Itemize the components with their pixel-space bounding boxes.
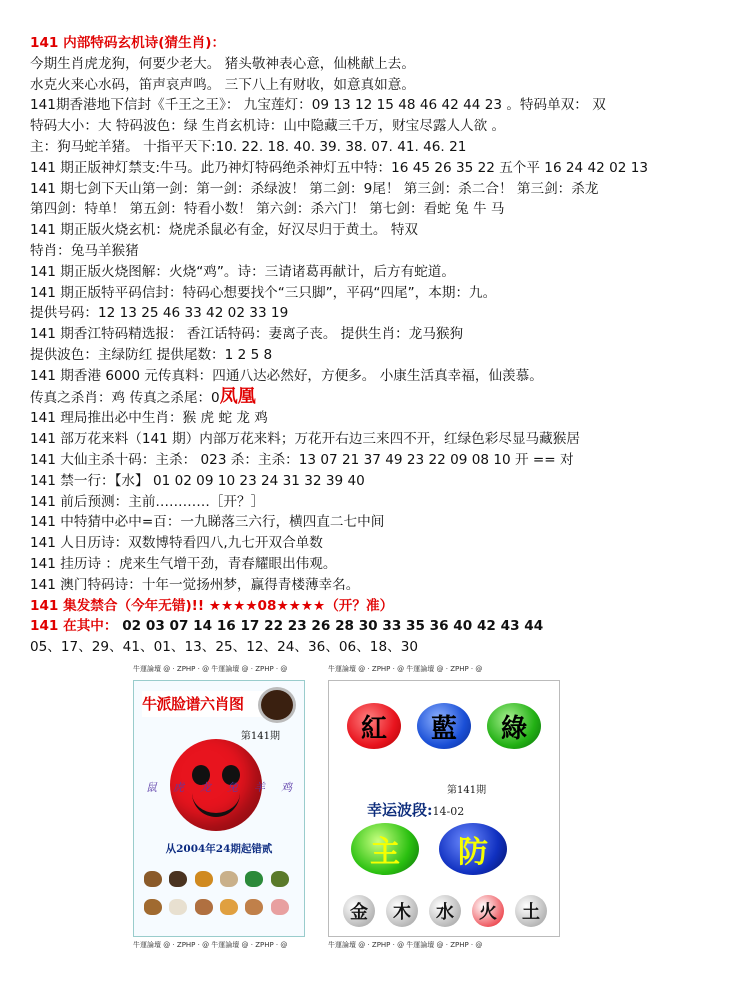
text-line xyxy=(30,512,730,533)
text-line-content: 141 理局推出必中生肖：猴 虎 蛇 龙 鸡 xyxy=(30,410,268,427)
lucky-band-value: 14-02 xyxy=(432,805,465,818)
goat-icon xyxy=(169,899,187,915)
guard-ball-icon xyxy=(439,823,507,875)
phoenix-stamp: 凤凰 xyxy=(219,385,256,407)
text-line-content: 141 部万花来料（141 期）内部万花来料；万花开右边三来四不开，红绿色彩尽显马藏猴居 xyxy=(30,431,580,448)
text-line-content: 141 中特猜中必中=百：一九睇落三六行，横四直二七中间 xyxy=(30,514,385,531)
rooster-icon xyxy=(220,899,238,915)
lucky-band xyxy=(367,799,464,820)
text-line-content: 特肖：兔马羊猴猪 xyxy=(30,242,139,259)
pig-icon xyxy=(271,899,289,915)
element-metal: 金 xyxy=(350,902,368,923)
horse-icon xyxy=(144,899,162,915)
rabbit-icon xyxy=(220,871,238,887)
guard-label: 防 xyxy=(458,835,488,870)
face-chart-issue: 第141期 xyxy=(240,731,280,742)
watermark-bottom: 牛運論壇 @ · ZPHP · @ 牛運論壇 @ · ZPHP · @ xyxy=(133,941,288,949)
text-line xyxy=(30,324,730,345)
ox-icon xyxy=(169,871,187,887)
text-line-content: 141 禁一行：【水】 01 02 09 10 23 24 31 32 39 40 xyxy=(30,472,365,489)
element-fire: 火 xyxy=(479,902,497,923)
text-line xyxy=(30,533,730,554)
zodiac-4: 兔 xyxy=(227,781,238,794)
text-line-content: 141 挂历诗 ：虎来生气增干劲，青春耀眼出伟观。 xyxy=(30,555,337,572)
text-line-content: 特码大小：大 特码波色：绿 生肖玄机诗：山中隐藏三千万，财宝尽露人人欲 。 xyxy=(30,118,506,135)
text-line xyxy=(30,471,730,492)
text-line-content: 141期香港地下信封《千王之王》： 九宝莲灯：09 13 12 15 48 46 42 44 23 。特码单双： 双 xyxy=(30,97,606,114)
text-line xyxy=(30,262,730,283)
text-line xyxy=(30,387,730,409)
zodiac-6: 鸡 xyxy=(281,781,292,794)
text-line-content: 141 期正版神灯禁支:牛马。此乃神灯特码绝杀神灯五中特：16 45 26 35 22 五个平 16 24 42 02 13 xyxy=(30,159,649,176)
text-line-content: 141 前后预测：主前…………［开？］ xyxy=(30,493,265,510)
wave-color-panel xyxy=(318,662,576,952)
text-line xyxy=(30,95,730,116)
text-line-content: 传真之杀肖：鸡 传真之杀尾：0 xyxy=(30,389,220,406)
text-line-content: 141 期香港 6000 元传真料：四通八达必然好，方便多。 小康生活真幸福，仙羡慕。 xyxy=(30,367,543,384)
text-line xyxy=(30,179,730,200)
snake-icon xyxy=(271,871,289,887)
text-line-content: 141 大仙主杀十码：主杀： 023 杀：主杀：13 07 21 37 49 23 22 09 08 10 开 == 对 xyxy=(30,451,574,468)
text-line xyxy=(30,199,730,220)
text-line xyxy=(30,283,730,304)
text-line xyxy=(30,616,730,637)
text-line xyxy=(30,596,730,617)
text-line xyxy=(30,220,730,241)
text-line-content: 141 期香江特码精选报： 香江话特码：妻离子丧。 提供生肖：龙马猴狗 xyxy=(30,326,464,343)
coffee-cup-icon xyxy=(258,687,296,723)
text-line xyxy=(30,303,730,324)
wave-color-chart xyxy=(328,680,560,937)
wood-element-icon xyxy=(386,895,418,927)
earth-element-icon xyxy=(515,895,547,927)
text-line xyxy=(30,33,730,54)
watermark-bottom: 牛運論壇 @ · ZPHP · @ 牛運論壇 @ · ZPHP · @ xyxy=(328,941,483,949)
text-line-content: 第四剑：特单！ 第五剑：特看小数！ 第六剑：杀六门！ 第七剑：看蛇 兔 牛 马 xyxy=(30,201,505,218)
text-line-content: 141 澳门特码诗：十年一觉扬州梦，赢得青楼薄幸名。 xyxy=(30,576,360,593)
text-line xyxy=(30,75,730,96)
water-element-icon xyxy=(429,895,461,927)
dog-icon xyxy=(245,899,263,915)
watermark-top: 牛運論壇 @ · ZPHP · @ 牛運論壇 @ · ZPHP · @ xyxy=(133,665,288,673)
zodiac-face-panel xyxy=(123,662,313,952)
text-line xyxy=(30,492,730,513)
zodiac-row xyxy=(146,779,292,795)
text-line-content: 141 人日历诗：双数博特看四八,九七开双合单数 xyxy=(30,535,323,552)
blue-label: 藍 xyxy=(430,713,457,744)
rat-icon xyxy=(144,871,162,887)
lucky-band-label: 幸运波段: xyxy=(367,801,433,819)
wave-chart-issue: 第141期 xyxy=(447,785,487,796)
main-ball-icon xyxy=(351,823,419,875)
element-earth: 土 xyxy=(522,902,540,923)
text-line xyxy=(30,429,730,450)
watermark-top: 牛運論壇 @ · ZPHP · @ 牛運論壇 @ · ZPHP · @ xyxy=(328,665,483,673)
text-line xyxy=(30,137,730,158)
text-line-content: 141 期正版火烧图解：火烧“鸡”。诗：三请诸葛再献计，后方有蛇道。 xyxy=(30,263,455,280)
text-line-content: 141 期正版特平码信封：特码心想要找个“三只脚”，平码“四尾”，本期：九。 xyxy=(30,284,497,301)
zodiac-5: 羊 xyxy=(254,781,265,794)
text-line-content: 水克火来心水码，笛声哀声鸣。 三下八上有财收，如意真如意。 xyxy=(30,76,415,93)
element-wood: 木 xyxy=(393,902,411,923)
text-line xyxy=(30,345,730,366)
face-chart-title: 牛派脸谱六肖图 xyxy=(142,691,272,717)
text-line xyxy=(30,408,730,429)
monkey-icon xyxy=(195,899,213,915)
animal-icons xyxy=(144,871,294,923)
text-line xyxy=(30,366,730,387)
text-line-content: 今期生肖虎龙狗，何要少老大。 猪头敬神表心意，仙桃献上去。 xyxy=(30,55,415,72)
text-line xyxy=(30,116,730,137)
text-line-content: 提供号码：12 13 25 46 33 42 02 33 19 xyxy=(30,305,289,322)
text-line-content: 141 期正版火烧玄机：烧虎杀鼠必有金，好汉尽归于黄土。 特双 xyxy=(30,222,419,239)
face-chart xyxy=(133,680,305,937)
since-caption: 从2004年24期起错贰 xyxy=(165,843,273,855)
text-line xyxy=(30,554,730,575)
zodiac-1: 鼠 xyxy=(146,781,157,794)
text-line xyxy=(30,158,730,179)
text-line-content: 141 集发禁合（今年无错)!! ★★★★08★★★★（开？准） xyxy=(30,597,394,614)
text-line xyxy=(30,241,730,262)
text-line-content: 141 内部特码玄机诗(猜生肖)： xyxy=(30,35,226,51)
text-line-rest: 02 03 07 14 16 17 22 23 26 28 30 33 35 36 40 42 43 44 xyxy=(117,618,544,635)
text-line xyxy=(30,575,730,596)
zodiac-3: 龙 xyxy=(200,781,211,794)
tiger-icon xyxy=(195,871,213,887)
elements-row xyxy=(343,895,547,927)
green-ball-icon xyxy=(487,703,541,749)
red-ball-icon xyxy=(347,703,401,749)
element-water: 水 xyxy=(436,902,454,923)
zodiac-2: 虎 xyxy=(173,781,184,794)
text-line-content: 05、17、29、41、01、13、25、12、24、36、06、18、30 xyxy=(30,639,418,656)
text-line xyxy=(30,637,730,658)
text-line xyxy=(30,54,730,75)
red-label: 紅 xyxy=(360,713,387,744)
metal-element-icon xyxy=(343,895,375,927)
text-line-content: 主：狗马蛇羊猪。 十指平天下:10. 22. 18. 40. 39. 38. 07. 41. 46. 21 xyxy=(30,138,467,155)
fire-element-icon xyxy=(472,895,504,927)
dragon-icon xyxy=(245,871,263,887)
text-line xyxy=(30,450,730,471)
blue-ball-icon xyxy=(417,703,471,749)
green-label: 綠 xyxy=(500,713,527,744)
text-line-content: 提供波色：主绿防红 提供尾数：1 2 5 8 xyxy=(30,346,273,363)
text-line-content: 141 期七剑下天山第一剑：第一剑：杀绿波！ 第二剑：9尾！ 第三剑：杀二合！ 第三剑：杀龙 xyxy=(30,180,599,197)
text-line-prefix: 141 在其中： xyxy=(30,618,118,635)
text-content xyxy=(30,33,730,658)
main-label: 主 xyxy=(370,835,400,870)
